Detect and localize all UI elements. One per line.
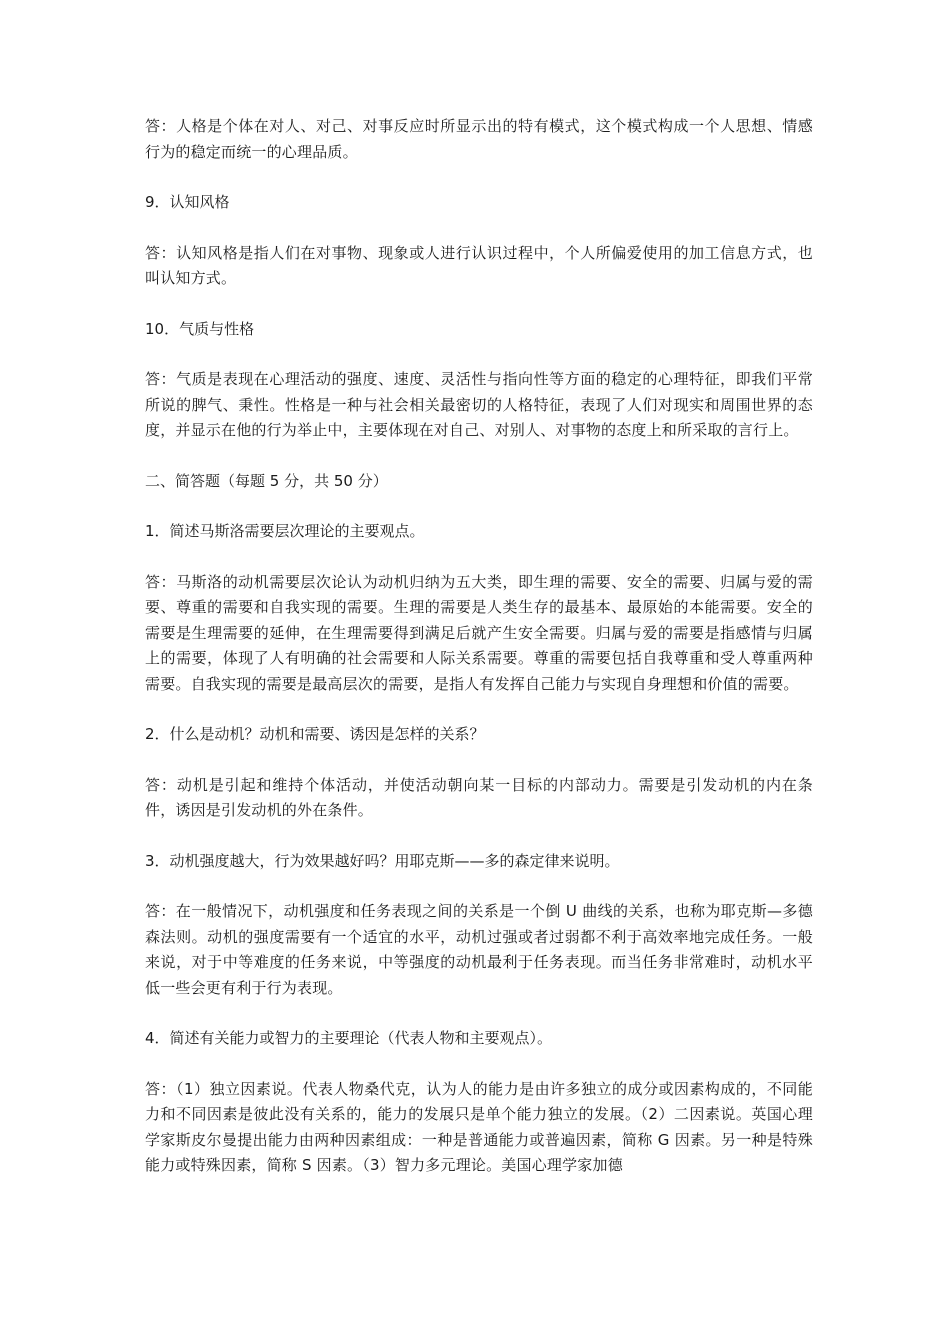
answer-yerkes-dodson: 答：在一般情况下，动机强度和任务表现之间的关系是一个倒 U 曲线的关系，也称为耶克斯—多德森法则。动机的强度需要有一个适宜的水平，动机过强或者过弱都不利于高效率地完成任务。一般来说，对于中等难度的任务来说，中等强度的动机最利于任务表现。而当任务非常难时，动机水平低一些会更有利于行为表现。 xyxy=(145,902,813,997)
answer-personality: 答：人格是个体在对人、对己、对事反应时所显示出的特有模式，这个模式构成一个人思想、情感行为的稳定而统一的心理品质。 xyxy=(145,117,813,161)
short-question-1: 1．简述马斯洛需要层次理论的主要观点。 xyxy=(145,522,425,540)
short-question-4: 4．简述有关能力或智力的主要理论（代表人物和主要观点）。 xyxy=(145,1029,553,1047)
answer-temperament-character: 答：气质是表现在心理活动的强度、速度、灵活性与指向性等方面的稳定的心理特征，即我们平常所说的脾气、秉性。性格是一种与社会相关最密切的人格特征，表现了人们对现实和周围世界的态度，并显示在他的行为举止中，主要体现在对自己、对别人、对事物的态度上和所采取的言行上。 xyxy=(145,370,813,439)
answer-motivation: 答：动机是引起和维持个体活动，并使活动朝向某一目标的内部动力。需要是引发动机的内在条件，诱因是引发动机的外在条件。 xyxy=(145,775,813,819)
answer-maslow: 答：马斯洛的动机需要层次论认为动机归纳为五大类，即生理的需要、安全的需要、归属与爱的需要、尊重的需要和自我实现的需要。生理的需要是人类生存的最基本、最原始的本能需要。安全的需要是生理需要的延伸，在生理需要得到满足后就产生安全需要。归属与爱的需要是指感情与归属上的需要，体现了人有明确的社会需要和人际关系需要。尊重的需要包括自我尊重和受人尊重两种需要。自我实现的需要是最高层次的需要，是指人有发挥自己能力与实现自身理想和价值的需要。 xyxy=(145,572,813,693)
short-question-2: 2．什么是动机？动机和需要、诱因是怎样的关系？ xyxy=(145,725,485,743)
section-2-heading: 二、简答题（每题 5 分，共 50 分） xyxy=(145,471,388,490)
question-10-heading: 10．气质与性格 xyxy=(145,319,255,338)
question-9-heading: 9．认知风格 xyxy=(145,193,230,211)
answer-intelligence-theories: 答：（1）独立因素说。代表人物桑代克，认为人的能力是由许多独立的成分或因素构成的，不同能力和不同因素是彼此没有关系的，能力的发展只是单个能力独立的发展。（2）二因素说。英国心理学家斯皮尔曼提出能力由两种因素组成：一种是普通能力或普遍因素，简称 G 因素。另一种是特殊能力或特殊因素，简称 S 因素。（3）智力多元理论。美国心理学家加德 xyxy=(145,1079,813,1174)
document-body xyxy=(145,114,813,1204)
short-question-3: 3．动机强度越大，行为效果越好吗？用耶克斯——多的森定律来说明。 xyxy=(145,851,620,870)
answer-cognitive-style: 答：认知风格是指人们在对事物、现象或人进行认识过程中，个人所偏爱使用的加工信息方式，也叫认知方式。 xyxy=(145,243,813,287)
